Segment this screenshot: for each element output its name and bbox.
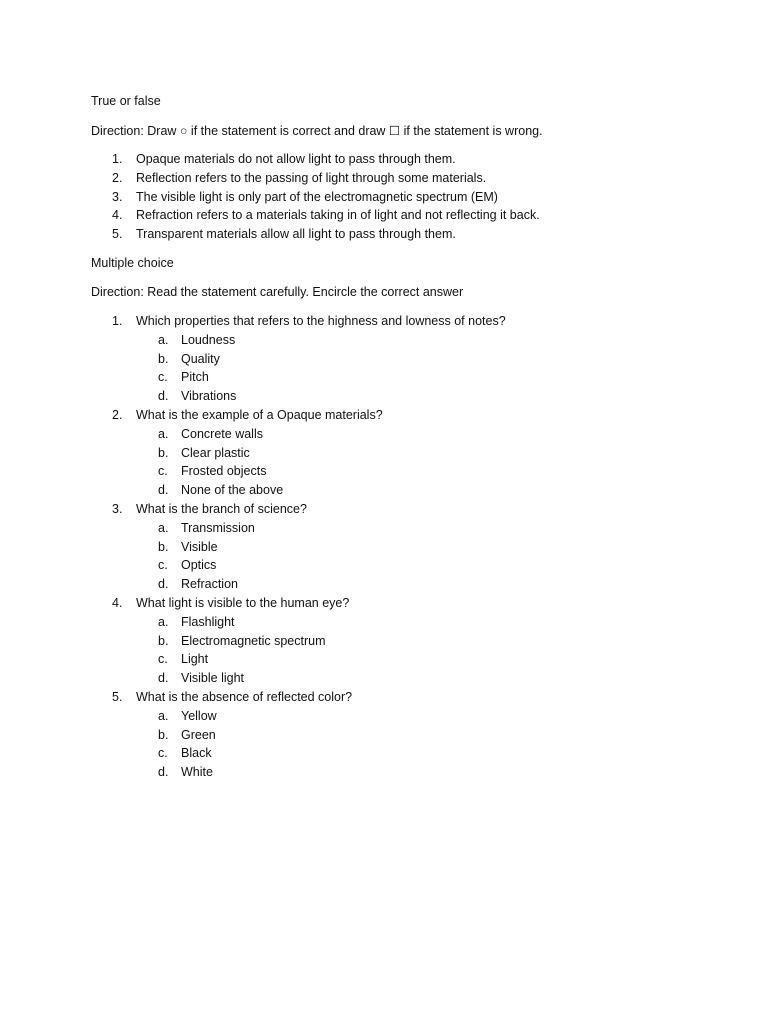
statement-number: 5. bbox=[112, 227, 123, 242]
option-letter: b. bbox=[158, 633, 169, 648]
option-text: Flashlight bbox=[181, 614, 235, 629]
option-text: Visible bbox=[181, 539, 218, 554]
question-number: 1. bbox=[112, 314, 123, 328]
option-letter: a. bbox=[158, 520, 169, 535]
question-number: 2. bbox=[112, 407, 123, 422]
option-text: None of the above bbox=[181, 483, 284, 498]
option-letter: d. bbox=[158, 389, 169, 404]
true-false-heading: True or false bbox=[91, 94, 161, 108]
option-letter: a. bbox=[158, 332, 169, 347]
option-letter: c. bbox=[158, 558, 168, 573]
option-letter: b. bbox=[158, 727, 169, 742]
option-text: Electromagnetic spectrum bbox=[181, 633, 326, 648]
option-text: Yellow bbox=[181, 708, 217, 723]
statement-text: Opaque materials do not allow light to pass through them. bbox=[136, 152, 456, 166]
option-text: Optics bbox=[181, 558, 217, 573]
statement-number: 1. bbox=[112, 152, 123, 166]
option-letter: a. bbox=[158, 708, 169, 723]
statement-number: 4. bbox=[112, 208, 123, 223]
option-letter: b. bbox=[158, 539, 169, 554]
option-text: Transmission bbox=[181, 520, 255, 535]
statement-text: Transparent materials allow all light to pass through them. bbox=[136, 227, 456, 242]
question-number: 5. bbox=[112, 689, 123, 704]
option-text: White bbox=[181, 765, 213, 780]
option-letter: d. bbox=[158, 765, 169, 780]
question-number: 3. bbox=[112, 501, 123, 516]
multiple-choice-heading: Multiple choice bbox=[91, 256, 174, 270]
option-letter: d. bbox=[158, 671, 169, 686]
question-text: What is the example of a Opaque materials? bbox=[136, 407, 383, 422]
option-text: Frosted objects bbox=[181, 464, 267, 479]
true-false-direction: Direction: Draw ○ if the statement is correct and draw ☐ if the statement is wrong. bbox=[91, 124, 543, 138]
option-letter: a. bbox=[158, 614, 169, 629]
multiple-choice-direction: Direction: Read the statement carefully. Encircle the correct answer bbox=[91, 285, 464, 299]
option-letter: c. bbox=[158, 652, 168, 667]
question-text: What is the absence of reflected color? bbox=[136, 689, 353, 704]
option-text: Green bbox=[181, 727, 216, 742]
option-text: Black bbox=[181, 746, 212, 761]
question-text: What is the branch of science? bbox=[136, 501, 307, 516]
option-text: Pitch bbox=[181, 370, 209, 385]
question-number: 4. bbox=[112, 595, 123, 610]
option-text: Concrete walls bbox=[181, 426, 263, 441]
option-text: Vibrations bbox=[181, 389, 237, 404]
question-text: What light is visible to the human eye? bbox=[136, 595, 350, 610]
option-letter: b. bbox=[158, 445, 169, 460]
question-text: Which properties that refers to the highness and lowness of notes? bbox=[136, 314, 506, 328]
option-letter: c. bbox=[158, 464, 168, 479]
option-letter: b. bbox=[158, 351, 169, 366]
option-text: Light bbox=[181, 652, 209, 667]
option-text: Visible light bbox=[181, 671, 245, 686]
option-letter: c. bbox=[158, 370, 168, 385]
statement-number: 2. bbox=[112, 170, 123, 185]
statement-text: Reflection refers to the passing of light through some materials. bbox=[136, 170, 487, 185]
option-text: Refraction bbox=[181, 577, 238, 592]
option-letter: c. bbox=[158, 746, 168, 761]
statement-text: The visible light is only part of the electromagnetic spectrum (EM) bbox=[136, 189, 498, 204]
option-letter: d. bbox=[158, 483, 169, 498]
option-letter: a. bbox=[158, 426, 169, 441]
option-text: Loudness bbox=[181, 332, 236, 347]
statement-number: 3. bbox=[112, 189, 123, 204]
option-text: Quality bbox=[181, 351, 220, 366]
statement-text: Refraction refers to a materials taking in of light and not reflecting it back. bbox=[136, 208, 540, 223]
option-text: Clear plastic bbox=[181, 445, 250, 460]
option-letter: d. bbox=[158, 577, 169, 592]
